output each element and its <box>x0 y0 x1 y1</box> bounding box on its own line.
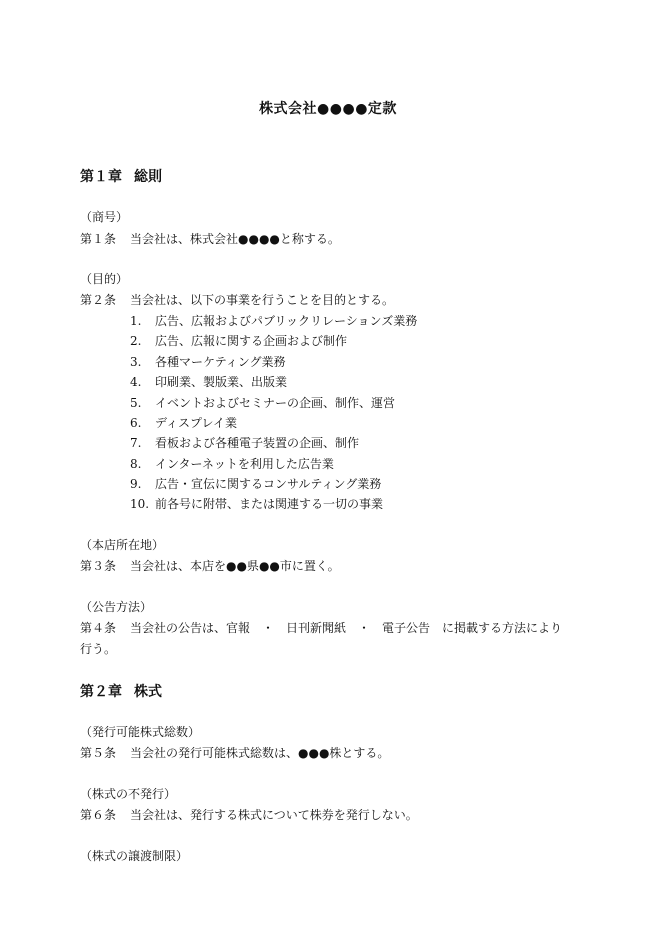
chapter-name: 総則 <box>134 169 162 185</box>
article-5 <box>80 744 389 761</box>
list-number: 3. <box>130 355 142 369</box>
chapter-label: 第１章 <box>80 169 122 185</box>
article-caption-head-office: （本店所在地） <box>80 538 165 552</box>
article-text: 当会社の公告は、官報 ・ 日刊新聞紙 ・ 電子公告 に掲載する方法により <box>130 621 563 635</box>
article-text: 当会社の発行可能株式総数は、●●●株とする。 <box>130 746 390 760</box>
chapter-label: 第２章 <box>80 684 122 700</box>
document-title: 株式会社●●●●定款 <box>259 101 397 117</box>
list-item <box>130 373 287 390</box>
list-number: 1. <box>130 314 142 328</box>
list-text: インターネットを利用した広告業 <box>155 457 334 471</box>
article-number: 第１条 <box>80 232 117 246</box>
list-number: 6. <box>130 416 142 430</box>
article-caption-purpose: （目的） <box>80 272 129 286</box>
article-text-continuation: 行う。 <box>80 642 117 656</box>
list-item <box>130 394 395 411</box>
list-text: 広告、広報およびパブリックリレーションズ業務 <box>155 314 418 328</box>
list-item <box>130 414 237 431</box>
article-number: 第２条 <box>80 293 117 307</box>
article-caption-transfer-restriction: （株式の譲渡制限） <box>80 849 189 863</box>
list-text: 広告・宣伝に関するコンサルティング業務 <box>155 477 382 491</box>
chapter-heading-2 <box>80 681 162 701</box>
article-number: 第６条 <box>80 808 117 822</box>
list-number: 4. <box>130 375 142 389</box>
article-text: 当会社は、本店を●●県●●市に置く。 <box>130 559 340 573</box>
article-caption-authorized-shares: （発行可能株式総数） <box>80 725 201 739</box>
list-text: 各種マーケティング業務 <box>155 355 286 369</box>
chapter-heading-1 <box>80 166 162 186</box>
list-text: 看板および各種電子装置の企画、制作 <box>155 436 360 450</box>
article-2 <box>80 291 394 308</box>
article-3 <box>80 557 340 574</box>
article-number: 第３条 <box>80 559 117 573</box>
article-6 <box>80 806 418 823</box>
list-item <box>130 353 286 370</box>
list-item <box>130 495 383 512</box>
list-number: 2. <box>130 334 142 348</box>
list-number: 5. <box>130 396 142 410</box>
list-number: 7. <box>130 436 142 450</box>
list-item <box>130 475 381 492</box>
article-number: 第５条 <box>80 746 117 760</box>
article-1 <box>80 230 340 247</box>
article-caption-no-certificates: （株式の不発行） <box>80 787 177 801</box>
article-text: 当会社は、株式会社●●●●と称する。 <box>130 232 340 246</box>
article-number: 第４条 <box>80 621 117 635</box>
list-text: 印刷業、製版業、出版業 <box>155 375 288 389</box>
chapter-name: 株式 <box>134 684 162 700</box>
article-text: 当会社は、以下の事業を行うことを目的とする。 <box>130 293 395 307</box>
list-text: 広告、広報に関する企画および制作 <box>155 334 348 348</box>
list-item <box>130 434 359 451</box>
list-text: 前各号に附帯、または関連する一切の事業 <box>155 497 384 511</box>
list-text: ディスプレイ業 <box>155 416 237 430</box>
list-number: 10. <box>130 497 150 511</box>
list-text: イベントおよびセミナーの企画、制作、運営 <box>155 396 396 410</box>
list-item <box>130 312 417 329</box>
article-4 <box>80 619 562 636</box>
article-caption-trade-name: （商号） <box>80 210 129 224</box>
list-item <box>130 455 334 472</box>
article-text: 当会社は、発行する株式について株券を発行しない。 <box>130 808 418 822</box>
list-item <box>130 332 347 349</box>
article-caption-public-notice: （公告方法） <box>80 600 153 614</box>
list-number: 8. <box>130 457 142 471</box>
list-number: 9. <box>130 477 142 491</box>
